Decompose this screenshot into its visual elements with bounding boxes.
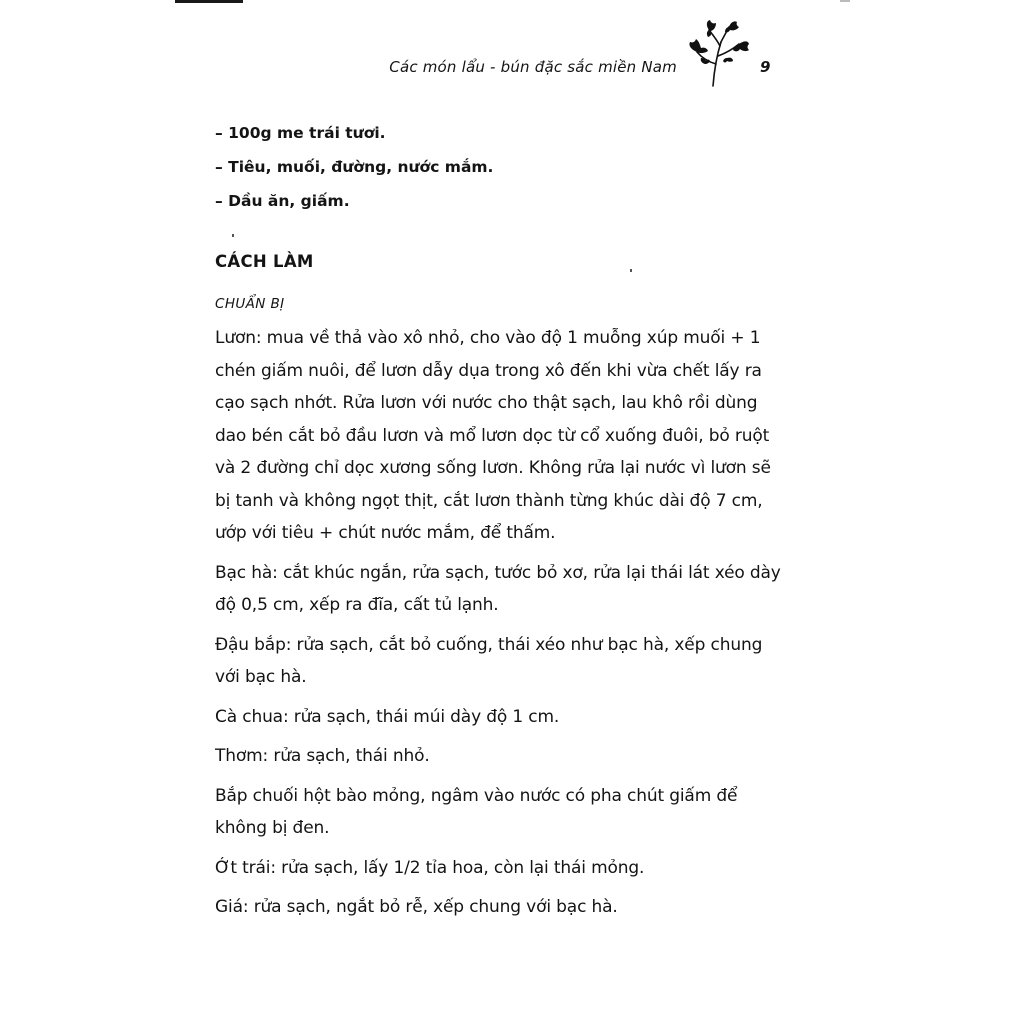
- step-paragraph: Lươn: mua về thả vào xô nhỏ, cho vào độ 1 muỗng xúp muối + 1 chén giấm nuôi, để lươn dẫy dụa trong xô đến khi vừa chết lấy ra cạo sạch nhớt. Rửa lươn với nước cho thật sạch, lau khô rồi dùng dao bén cắt bỏ đầu lươn và mổ lươn dọc từ cổ xuống đuôi, bỏ ruột và 2 đường chỉ dọc xương sống lươn. Không rửa lại nước vì lươn sẽ bị tanh và không ngọt thịt, cắt lươn thành từng khúc dài độ 7 cm, ướp với tiêu + chút nước mắm, để thấm.: [215, 328, 771, 543]
- ingredient-item: – Tiêu, muối, đường, nước mắm.: [215, 158, 494, 176]
- print-speck: [630, 269, 632, 272]
- section-title: CÁCH LÀM: [215, 252, 314, 271]
- section-subtitle: CHUẨN BỊ: [215, 296, 285, 312]
- step-paragraph: Bắp chuối hột bào mỏng, ngâm vào nước có pha chút giấm để không bị đen.: [215, 785, 738, 838]
- top-edge-mark: [840, 0, 850, 2]
- step-paragraph: Giá: rửa sạch, ngắt bỏ rễ, xếp chung với bạc hà.: [215, 897, 618, 917]
- print-speck: [232, 234, 234, 237]
- top-edge-rule: [175, 0, 243, 3]
- page-number: 9: [760, 58, 771, 76]
- ingredient-item: – Dầu ăn, giấm.: [215, 192, 350, 210]
- step-paragraph: Ớt trái: rửa sạch, lấy 1/2 tỉa hoa, còn lại thái mỏng.: [215, 857, 645, 878]
- herb-sprig-icon: [687, 18, 749, 88]
- step-paragraph: Thơm: rửa sạch, thái nhỏ.: [215, 746, 430, 766]
- ingredient-list: [215, 118, 493, 220]
- preparation-steps: [215, 322, 785, 931]
- step-paragraph: Bạc hà: cắt khúc ngắn, rửa sạch, tước bỏ xơ, rửa lại thái lát xéo dày độ 0,5 cm, xếp ra đĩa, cất tủ lạnh.: [215, 562, 781, 615]
- step-paragraph: Đậu bắp: rửa sạch, cắt bỏ cuống, thái xéo như bạc hà, xếp chung với bạc hà.: [215, 634, 763, 687]
- running-title: Các món lẩu - bún đặc sắc miền Nam: [389, 58, 677, 76]
- step-paragraph: Cà chua: rửa sạch, thái múi dày độ 1 cm.: [215, 706, 560, 727]
- ingredient-item: – 100g me trái tươi.: [215, 124, 386, 142]
